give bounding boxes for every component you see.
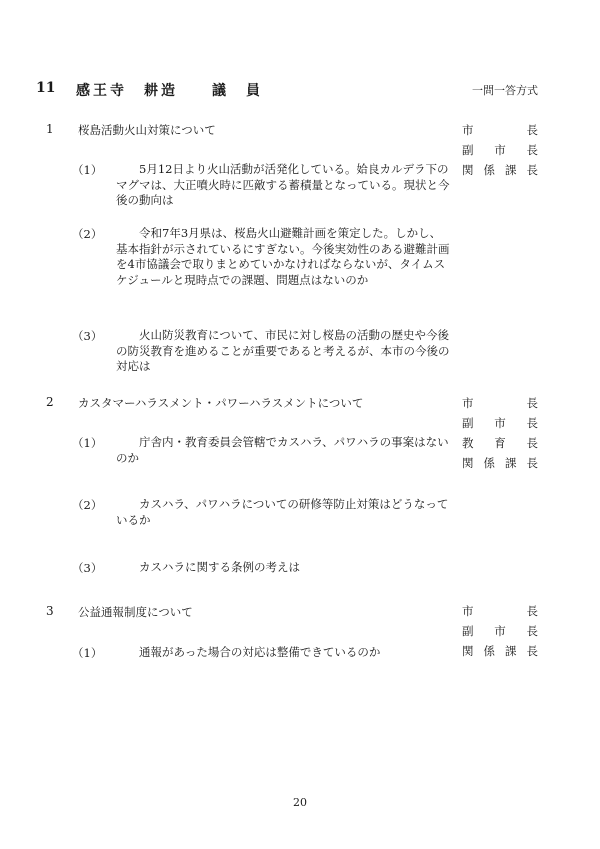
member-number: 11 <box>36 80 56 96</box>
subitem-text: 5月12日より火山活動が活発化している。姶良カルデラ下のマグマは、大正噴火時に匹敵する蓄積量となっている。現状と今後の動向は <box>116 162 450 207</box>
respondent: 市 長 <box>462 604 538 618</box>
respondent: 教 育 長 <box>462 436 538 450</box>
subitem-number: （3） <box>72 329 103 343</box>
respondent: 関 係 課 長 <box>462 456 538 470</box>
subitem-text: 令和7年3月県は、桜島火山避難計画を策定した。しかし、基本指針が示されているにすぎない。今後実効性のある避難計画を4市協議会で取りまとめていかなければならないが、タイムスケジュールと現時点での課題、問題点はないのか <box>116 226 450 287</box>
page-number: 20 <box>293 796 307 809</box>
respondent: 副 市 長 <box>462 416 538 430</box>
question-method: 一問一答方式 <box>472 84 538 97</box>
subitem-number: （2） <box>72 227 103 241</box>
topic-title: カスタマーハラスメント・パワーハラスメントについて <box>78 396 364 410</box>
member-name: 感王寺 耕造 議 員 <box>76 83 263 99</box>
subitem-text: 庁舎内・教育委員会管轄でカスハラ、パワハラの事案はないのか <box>116 435 449 465</box>
subitem-number: （2） <box>72 498 103 512</box>
respondent: 市 長 <box>462 123 538 137</box>
topic-number: 3 <box>46 604 54 618</box>
topic-number: 1 <box>46 122 54 136</box>
topic-number: 2 <box>46 395 54 409</box>
question-header <box>0 80 600 100</box>
respondent: 関 係 課 長 <box>462 163 538 177</box>
subitem-number: （1） <box>72 646 103 660</box>
respondents-topic-1 <box>462 120 538 180</box>
subitem-number: （1） <box>72 163 103 177</box>
respondents-topic-2 <box>462 393 538 473</box>
topic-title: 桜島活動火山対策について <box>78 123 216 137</box>
respondent: 市 長 <box>462 396 538 410</box>
respondent: 副 市 長 <box>462 143 538 157</box>
subitem-text: 通報があった場合の対応は整備できているのか <box>139 645 381 659</box>
respondents-topic-3 <box>462 601 538 661</box>
topic-title: 公益通報制度について <box>78 605 193 619</box>
subitem-text: カスハラに関する条例の考えは <box>139 560 300 574</box>
subitem-number: （3） <box>72 561 103 575</box>
subitem-text: 火山防災教育について、市民に対し桜島の活動の歴史や今後の防災教育を進めることが重要であると考えるが、本市の今後の対応は <box>116 328 450 373</box>
respondent: 関 係 課 長 <box>462 644 538 658</box>
subitem-number: （1） <box>72 436 103 450</box>
subitem-text: カスハラ、パワハラについての研修等防止対策はどうなっているか <box>116 497 449 527</box>
respondent: 副 市 長 <box>462 624 538 638</box>
